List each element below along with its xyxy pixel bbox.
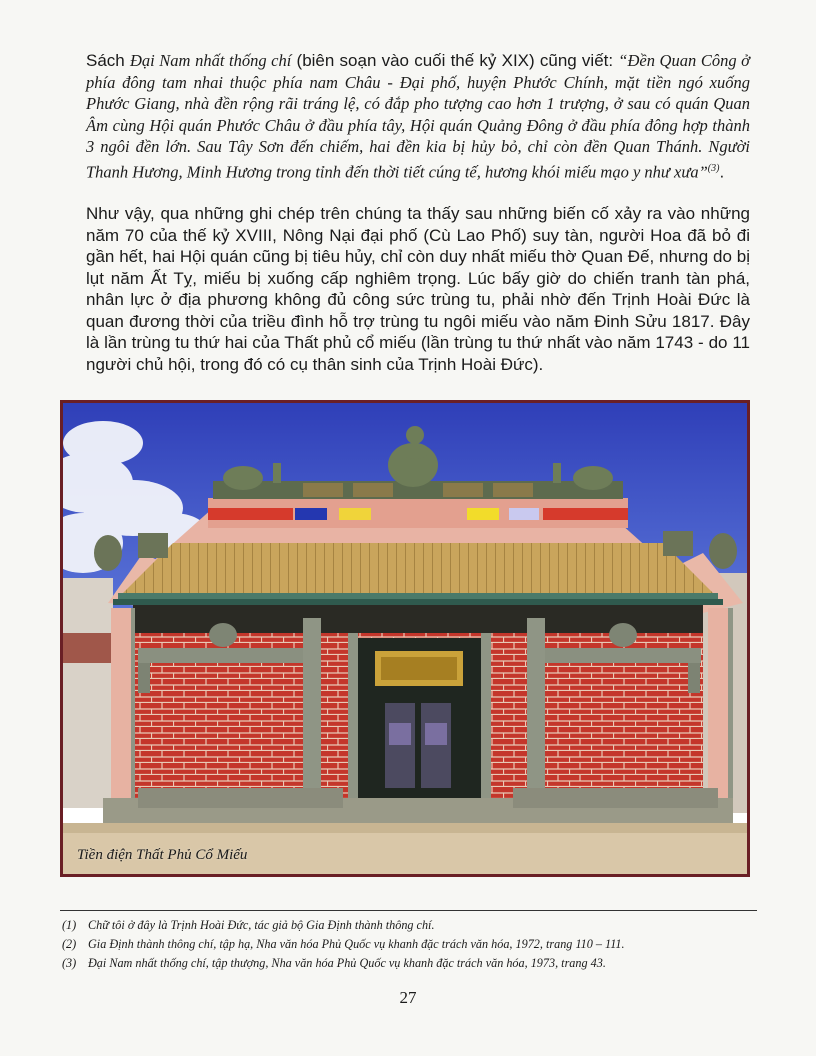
- paragraph-1: [86, 50, 750, 183]
- footnote-text: Đại Nam nhất thống chí, tập thượng, Nha văn hóa Phủ Quốc vụ khanh đặc trách văn hóa, 1973, trang 43.: [88, 956, 606, 970]
- footnote-number: (3): [62, 956, 77, 970]
- footnote-divider: [60, 910, 757, 911]
- page-number: 27: [399, 988, 417, 1007]
- p1-book-title: Đại Nam nhất thống chí: [129, 51, 292, 70]
- footnote-number: (2): [62, 937, 77, 951]
- paragraph-2: Như vậy, qua những ghi chép trên chúng ta thấy sau những biến cố xảy ra vào những năm 70 của thế kỷ XVIII, Nông Nại đại phố (Cù Lao Phố) suy tàn, người Hoa đã bỏ đi gần hết, hai Hội quán cũng bị tiêu hủy, chỉ còn duy nhất miếu thờ Quan Đế, nhưng do bị lụt năm Ất Tỵ, miếu bị xuống cấp nghiêm trọng. Lúc bấy giờ do chiến tranh tàn phá, nhân lực ở địa phương không đủ công sức trùng tu, phải nhờ đến Trịnh Hoài Đức là quan đương thời của triều đình hỗ trợ trùng tu ngôi miếu vào năm Đinh Sửu 1817. Đây là lần trùng tu thứ hai của Thất phủ cổ miếu (lần trùng tu thứ nhất vào năm 1743 - do 11 người chủ hội, trong đó có cụ thân sinh của Trịnh Hoài Đức).: [86, 204, 750, 374]
- p1-quote: “Đền Quan Công ở phía đông tam nhai thuộc phía nam Châu - Đại phố, huyện Phước Chính, mặt tiền ngó xuống Phước Giang, nhà đền rộng rãi tráng lệ, có đắp pho tượng cao hơn 1 trượng, ở sau có quán Quan Âm cùng Hội quán Phước Châu ở đầu phía tây, Hội quán Quảng Đông ở đầu phía đông hợp thành 3 ngôi đền lớn. Sau Tây Sơn đến chiếm, hai đền kia bị hủy bỏ, chỉ còn đền Quan Thánh. Người Thanh Hương, Minh Hương trong tỉnh đến thời tiết cúng tế, hương khói miếu mạo y như xưa”: [86, 51, 750, 182]
- footnote-2: [62, 935, 762, 954]
- temple-photo: [60, 400, 750, 877]
- p1-mid: (biên soạn vào cuối thế kỷ XIX) cũng viết:: [291, 51, 619, 70]
- photo-caption: Tiền điện Thất Phủ Cổ Miếu: [77, 847, 248, 863]
- footnote-ref-3[interactable]: (3): [707, 162, 720, 174]
- footnote-number: (1): [62, 918, 77, 932]
- footnote-3: [62, 954, 762, 973]
- footnote-text: Chữ tôi ở đây là Trịnh Hoài Đức, tác giả bộ Gia Định thành thông chí.: [88, 918, 435, 932]
- p1-intro: Sách: [86, 51, 130, 70]
- p1-end: .: [719, 162, 725, 182]
- footnote-1: [62, 916, 762, 935]
- footnote-text: Gia Định thành thông chí, tập hạ, Nha văn hóa Phủ Quốc vụ khanh đặc trách văn hóa, 1972, trang 110 – 111.: [88, 937, 625, 951]
- temple-illustration: [63, 403, 747, 874]
- footnotes: [62, 916, 762, 973]
